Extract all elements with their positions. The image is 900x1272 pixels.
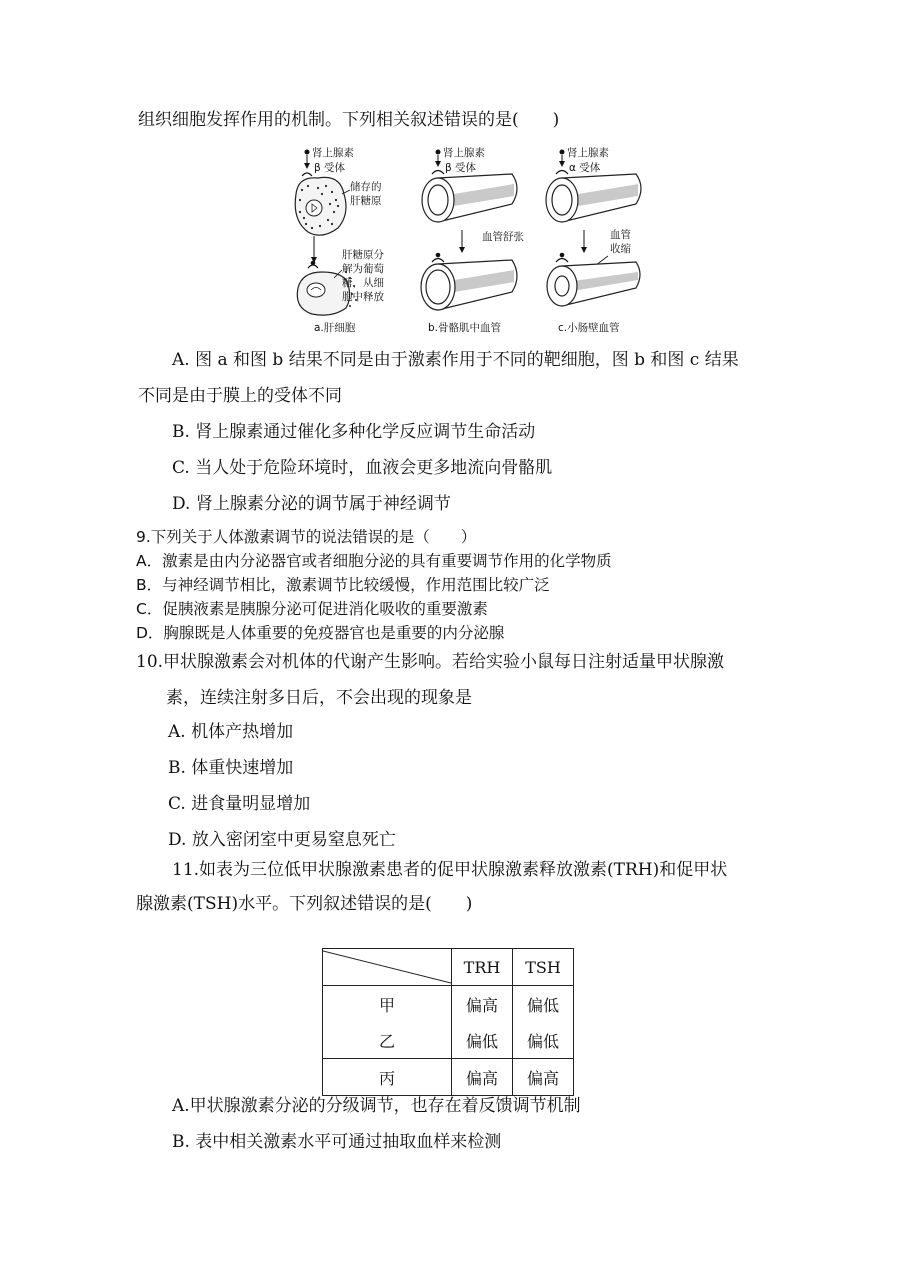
q10-stem-line2: 素，连续注射多日后，不会出现的现象是 <box>166 688 472 708</box>
panel-a-caption: a.肝细胞 <box>314 322 356 334</box>
table-cell-tsh: 偏高 <box>513 1059 574 1096</box>
panel-b-label-receptor: β 受体 <box>445 162 477 174</box>
table-header-tsh: TSH <box>513 949 574 986</box>
panel-b-label-hormone: 肾上腺素 <box>443 147 485 159</box>
table-cell-trh: 偏高 <box>452 986 513 1023</box>
hormone-level-table <box>322 948 574 1096</box>
q8-option-d: D. 肾上腺素分泌的调节属于神经调节 <box>172 494 451 514</box>
panel-a-release-2: 解为葡萄 <box>342 263 384 275</box>
panel-b-muscle-vessel <box>421 146 524 334</box>
panel-a-label-stored-1: 储存的 <box>350 181 382 193</box>
q11-stem-line2: 腺激素(TSH)水平。下列叙述错误的是( ) <box>136 894 473 914</box>
panel-a-label-hormone: 肾上腺素 <box>312 147 354 159</box>
q8-figure <box>292 142 662 338</box>
q11-option-a: A.甲状腺激素分泌的分级调节，也存在着反馈调节机制 <box>172 1096 581 1116</box>
panel-a-release-3: 糖，从细 <box>342 277 384 289</box>
table-cell-tsh: 偏低 <box>513 986 574 1023</box>
q8-stem-tail: 组织细胞发挥作用的机制。下列相关叙述错误的是( ) <box>138 110 560 130</box>
q10-option-a: A. 机体产热增加 <box>168 722 294 742</box>
table-header-trh: TRH <box>452 949 513 986</box>
table-header-row <box>323 949 574 986</box>
q9-stem: 9.下列关于人体激素调节的说法错误的是（ ） <box>136 528 477 546</box>
q8-option-c: C. 当人处于危险环境时，血液会更多地流向骨骼肌 <box>172 458 553 478</box>
panel-a-liver-cell <box>295 146 384 334</box>
q11-option-b: B. 表中相关激素水平可通过抽取血样来检测 <box>172 1132 502 1152</box>
table-cell-trh: 偏低 <box>452 1022 513 1059</box>
q10-stem-line1: 10.甲状腺激素会对机体的代谢产生影响。若给实验小鼠每日注射适量甲状腺激 <box>136 652 725 672</box>
q8-option-a-line2: 不同是由于膜上的受体不同 <box>138 386 342 406</box>
panel-c-label-receptor: α 受体 <box>569 162 601 174</box>
q9-option-b: B．与神经调节相比，激素调节比较缓慢，作用范围比较广泛 <box>136 576 550 594</box>
panel-c-label-constrict: 收缩 <box>610 243 631 255</box>
table-row <box>323 1022 574 1059</box>
q10-option-b: B. 体重快速增加 <box>168 758 294 778</box>
table-row-name: 丙 <box>323 1059 452 1096</box>
panel-a-label-receptor: β 受体 <box>314 162 346 174</box>
q8-option-b: B. 肾上腺素通过催化多种化学反应调节生命活动 <box>172 422 536 442</box>
hormone-dot-icon <box>305 150 310 155</box>
panel-b-label-dilate: 血管舒张 <box>482 231 524 243</box>
panel-c-caption: c.小肠壁血管 <box>558 322 620 334</box>
table-corner-cell <box>323 949 452 986</box>
q10-option-d: D. 放入密闭室中更易窒息死亡 <box>168 830 396 850</box>
panel-c-label-vessel: 血管 <box>610 229 631 241</box>
panel-a-release-4: 胞中释放 <box>342 291 384 303</box>
diagonal-line-icon <box>323 949 451 985</box>
table-row-name: 乙 <box>323 1022 452 1059</box>
table-cell-tsh: 偏低 <box>513 1022 574 1059</box>
panel-b-caption: b.骨骼肌中血管 <box>428 322 502 334</box>
panel-a-release-1: 肝糖原分 <box>342 249 384 261</box>
panel-c-label-hormone: 肾上腺素 <box>567 147 609 159</box>
table-row <box>323 1059 574 1096</box>
q10-option-c: C. 进食量明显增加 <box>168 794 311 814</box>
q11-stem-line1: 11.如表为三位低甲状腺激素患者的促甲状腺激素释放激素(TRH)和促甲状 <box>172 860 728 880</box>
panel-c-intestine-vessel <box>546 146 641 334</box>
panel-a-label-stored-2: 肝糖原 <box>350 195 382 207</box>
table-cell-trh: 偏高 <box>452 1059 513 1096</box>
q9-option-c: C．促胰液素是胰腺分泌可促进消化吸收的重要激素 <box>136 600 488 618</box>
table-row-name: 甲 <box>323 986 452 1023</box>
q8-option-a-line1: A. 图 a 和图 b 结果不同是由于激素作用于不同的靶细胞，图 b 和图 c 结果 <box>172 350 739 370</box>
table-row <box>323 986 574 1023</box>
q9-option-d: D．胸腺既是人体重要的免疫器官也是重要的内分泌腺 <box>136 624 505 642</box>
q9-option-a: A．激素是由内分泌器官或者细胞分泌的具有重要调节作用的化学物质 <box>136 552 612 570</box>
